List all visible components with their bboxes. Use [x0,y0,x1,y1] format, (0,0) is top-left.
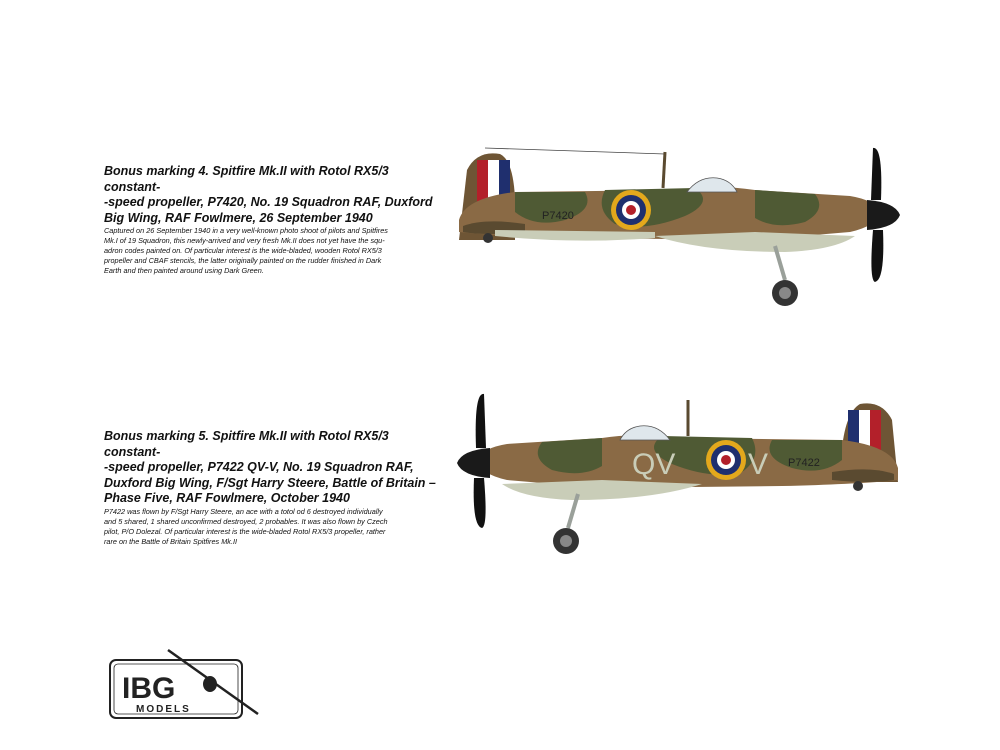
code-qv: QV [632,448,676,481]
logo-frame [108,648,268,728]
logo-main-text: IBG [122,672,176,705]
logo-sub-text: MODELS [136,704,191,715]
marking-4-title: Bonus marking 4. Spitfire Mk.II with Rotol RX5/3 constant- -speed propeller, P7420, No. 19 Squadron RAF, Duxford Big Wing, RAF Fowlmere, 26 September 1940 [104,164,433,225]
ibg-models-logo [108,648,268,728]
marking-5-description: P7422 was flown by F/Sgt Harry Steere, an ace with a totol od 6 destroyed individually and 5 shared, 1 shared unconfirmed destroyed, 2 probables. It was also flown by Czech pilot, P/O Dolezal. Of particular interest is the wide-bladed Rotol RX5/3 propeller, rather rare on the Battle of Britain Spitfires Mk.II [104,506,388,546]
serial-p7422: P7422 [788,457,820,469]
marking-4-text [104,164,444,276]
spitfire-p7422-profile [452,390,902,565]
marking-5-title: Bonus marking 5. Spitfire Mk.II with Rotol RX5/3 constant- -speed propeller, P7422 QV-V, No. 19 Squadron RAF, Duxford Big Wing, F/Sgt Harry Steere, Battle of Britain – Phase Five, RAF Fowlmere, October 1940 [104,429,436,505]
serial-p7420: P7420 [542,210,574,222]
fin-flash-red [477,160,488,202]
marking-4-description: Captured on 26 September 1940 in a very well-known photo shoot of pilots and Spitfires Mk.I of 19 Squadron, this newly-arrived and very fresh Mk.II does not yet have the squ- adron codes painted on. Of particular interest is the wide-bladed, wooden Rotol RX5/3 propeller and CBAF stencils, the latter originally painted on the rudder finished in Dark Earth and then painted around using Dark Green. [104,226,388,275]
code-v: V [748,448,769,481]
marking-5-text [104,429,444,547]
spitfire-p7420-profile [455,140,905,315]
